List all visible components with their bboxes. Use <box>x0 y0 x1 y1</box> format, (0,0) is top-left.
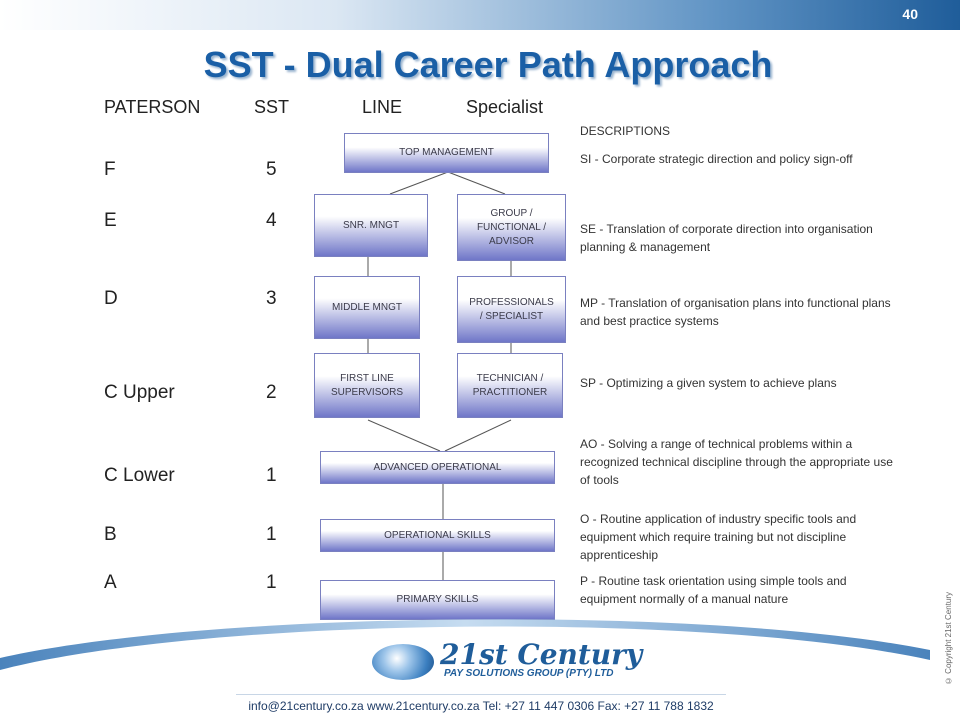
header-line: LINE <box>362 97 403 117</box>
descriptions-heading: DESCRIPTIONS <box>580 124 671 138</box>
box-professionals-specialist <box>457 276 566 343</box>
box-label: PROFESSIONALS / SPECIALIST <box>469 296 554 322</box>
description-mp: MP - Translation of organisation plans into functional plans and best practice systems <box>580 296 891 328</box>
connector-line <box>368 420 440 451</box>
sst-level: 2 <box>266 382 277 403</box>
box-label: SNR. MNGT <box>342 219 400 231</box>
description-si: SI - Corporate strategic direction and policy sign-off <box>580 152 853 166</box>
sst-level: 4 <box>266 210 277 231</box>
paterson-grade: B <box>104 524 117 545</box>
header-paterson: PATERSON <box>104 97 201 117</box>
connector-line <box>390 172 448 194</box>
globe-logo-icon <box>372 644 434 680</box>
box-advanced-operational <box>320 451 555 484</box>
company-logo-name: 21st Century <box>440 638 643 671</box>
paterson-grade: C Upper <box>104 382 175 403</box>
box-label: MIDDLE MNGT <box>332 301 402 313</box>
paterson-grade: C Lower <box>104 465 175 486</box>
header-sst: SST <box>254 97 290 117</box>
box-snr-mngt <box>314 194 428 257</box>
connector-line <box>448 172 505 194</box>
box-label: TOP MANAGEMENT <box>399 147 494 158</box>
box-label: OPERATIONAL SKILLS <box>384 529 491 541</box>
sst-level: 5 <box>266 159 277 180</box>
box-middle-mngt <box>314 276 420 339</box>
company-logo-subtitle: PAY SOLUTIONS GROUP (PTY) LTD <box>444 668 614 679</box>
box-label: TECHNICIAN / PRACTITIONER <box>472 372 548 398</box>
sst-level: 3 <box>266 288 277 309</box>
sst-level: 1 <box>266 524 277 545</box>
slide-title: SST - Dual Career Path Approach <box>203 44 773 85</box>
copyright-note: © Copyright 21st Century <box>944 592 953 686</box>
sst-level: 1 <box>266 465 277 486</box>
sst-level: 1 <box>266 572 277 593</box>
paterson-grade: E <box>104 210 117 231</box>
box-first-line-supervisors <box>314 353 420 418</box>
box-operational-skills <box>320 519 555 552</box>
box-label: GROUP / FUNCTIONAL / ADVISOR <box>476 207 547 247</box>
box-technician-practitioner <box>457 353 563 418</box>
box-label: FIRST LINE SUPERVISORS <box>330 372 404 398</box>
paterson-grade: D <box>104 288 118 309</box>
box-group-functional-advisor <box>457 194 566 261</box>
box-label: PRIMARY SKILLS <box>396 594 479 605</box>
paterson-grade: F <box>104 159 116 180</box>
box-label: ADVANCED OPERATIONAL <box>373 461 502 473</box>
header-specialist: Specialist <box>466 97 544 117</box>
description-p: P - Routine task orientation using simple tools and equipment normally of a manual nature <box>580 574 847 606</box>
page-number: 40 <box>902 6 918 22</box>
description-o: O - Routine application of industry specific tools and equipment which require training but not discipline apprenticeship <box>580 512 857 562</box>
contact-line: info@21century.co.za www.21century.co.za Tel: +27 11 447 0306 Fax: +27 11 788 1832 <box>236 694 726 713</box>
description-se: SE - Translation of corporate direction into organisation planning & management <box>580 222 873 254</box>
box-top-management <box>344 133 549 173</box>
description-ao: AO - Solving a range of technical problems within a recognized technical discipline through the appropriate use of tools <box>580 437 893 487</box>
paterson-grade: A <box>104 572 117 593</box>
connector-line <box>445 420 511 451</box>
description-sp: SP - Optimizing a given system to achieve plans <box>580 376 837 390</box>
